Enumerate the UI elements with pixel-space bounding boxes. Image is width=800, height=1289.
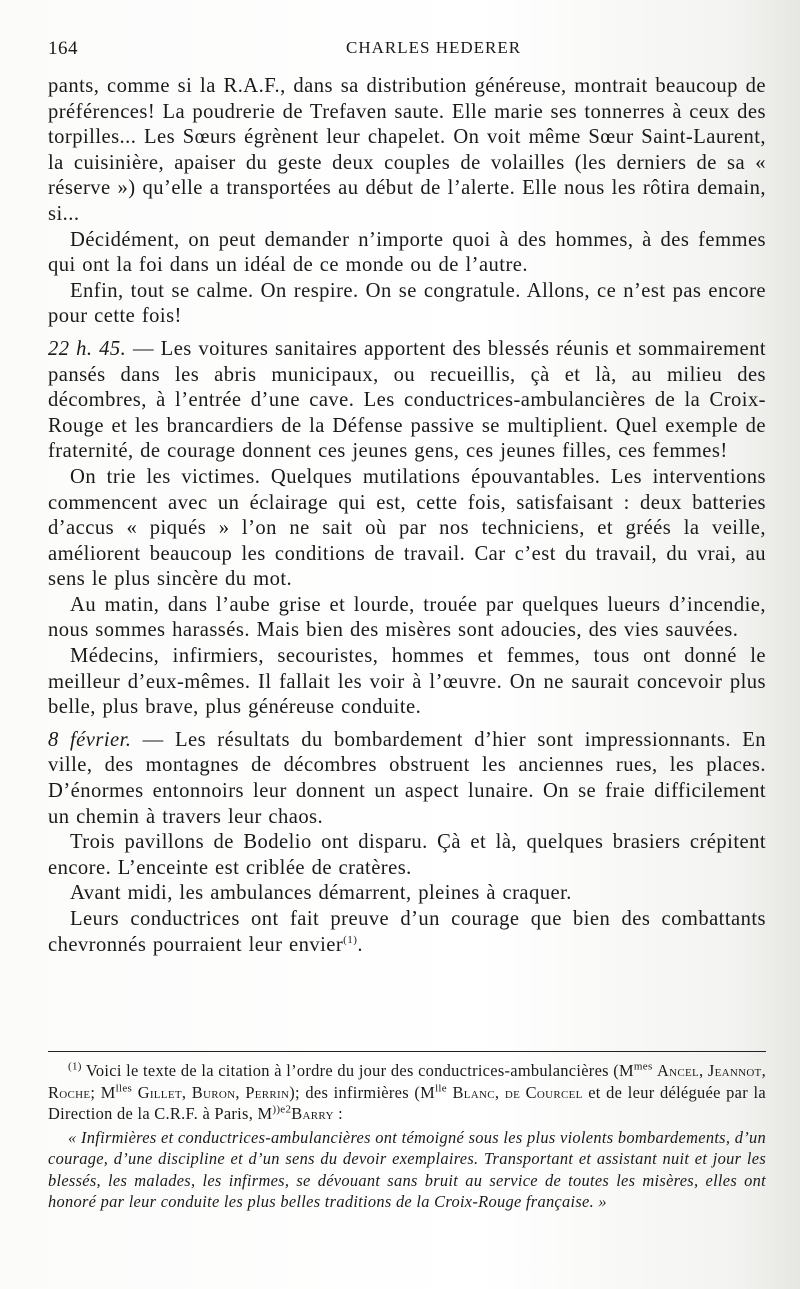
footnote-marker: (1) — [68, 1060, 82, 1073]
paragraph: Médecins, infirmiers, secouristes, hommes et femmes, tous ont donné le meilleur d’eux-mêmes. Il fallait les voir à l’œuvre. On ne saurait concevoir plus belle, plus brave, plus généreuse conduite. — [48, 645, 766, 719]
entry-date: 22 h. 45. — [48, 337, 127, 360]
entry-date: 8 février. — [48, 728, 132, 751]
names: Gillet, Buron, Perrin — [137, 1082, 290, 1102]
paragraph: pants, comme si la R.A.F., dans sa distribution généreuse, montrait beaucoup de préférences! La poudrerie de Trefaven saute. Elle marie ses tonnerres à ceux des torpilles... Les Sœurs égrènent leur chapelet. On voit même Sœur Saint-Laurent, la cuisinière, apaiser du geste deux couples de volailles (les derniers de sa « réserve ») qu’elle a transportées au début de l’alerte. Elle nous les rôtira demain, si... — [48, 75, 766, 225]
paragraph: Décidément, on peut demander n’importe quoi à des hommes, à des femmes qui ont la foi dans un idéal de ce monde ou de l’autre. — [48, 228, 766, 277]
paragraph: Enfin, tout se calme. On respire. On se congratule. Allons, ce n’est pas encore pour cette fois! — [48, 279, 766, 328]
footnote-text: $^{(1)}$ Voici le texte de la citation à l’ordre du jour des conductrices-ambulancières ($M^{mes}$ Ancel, Jeannot, Roche; $M^{lles}$ Gillet, Buron, Perrin); des infirmières ($M^{lle}$ Blanc, de Courcel et de leur déléguée par la Direction de la C.R.F. à Paris, $M^{))e2}Barry$ : — [48, 1060, 766, 1123]
names: Barry — [291, 1104, 334, 1123]
footnote — [48, 1060, 766, 1213]
footnote-reference[interactable]: (1) — [343, 933, 358, 946]
paragraph: Avant midi, les ambulances démarrent, pleines à craquer. — [70, 882, 572, 905]
dated-entry: 8 février. — Les résultats du bombardement d’hier sont impressionnants. En ville, des montagnes de décombres obstruent les anciennes rues, les places. D’énormes entonnoirs leur donnent un aspect lunaire. On se fraie difficilement un chemin à travers leur chaos. — [48, 728, 766, 828]
paragraph: On trie les victimes. Quelques mutilations épouvantables. Les interventions commencent avec un éclairage qui est, cette fois, satisfaisant : deux batteries d’accus « piqués » l’on ne sait où par nos techniciens, et gréés la veille, améliorent beaucoup les conditions de travail. Car c’est du travail, du vrai, au sens le plus sincère du mot. — [48, 465, 766, 591]
page-number: 164 — [48, 38, 78, 59]
paragraph: Au matin, dans l’aube grise et lourde, trouée par quelques lueurs d’incendie, nous sommes harassés. Mais bien des misères sont adoucies, des vies sauvées. — [48, 593, 766, 642]
body-text — [48, 74, 766, 958]
footnote-divider — [48, 1051, 766, 1052]
citation-quote: « Infirmières et conductrices-ambulancières ont témoigné sous les plus violents bombardements, d’un courage, d’une discipline et d’un sens du devoir exemplaires. Transportant et assistant nuit et jour les blessés, les malades, les infirmes, se dévouant sans bruit au service de toutes les misères, elles ont honoré par leur conduite les plus belles traditions de la Croix-Rouge française. » — [48, 1127, 766, 1211]
dated-entry: 22 h. 45. — Les voitures sanitaires apportent des blessés réunis et sommairement pansés dans les abris municipaux, ou recueillis, çà et là, au milieu des décombres, à l’entrée d’une cave. Les conductrices-ambulancières de la Croix-Rouge et les brancardiers de la Défense passive se multiplient. Quel exemple de fraternité, de courage donnent ces jeunes gens, ces jeunes filles, ces femmes! — [48, 337, 766, 463]
paragraph: Trois pavillons de Bodelio ont disparu. Çà et là, quelques brasiers crépitent encore. L’enceinte est criblée de cratères. — [48, 831, 766, 879]
running-head: CHARLES HEDERER — [346, 38, 522, 57]
page-header — [48, 38, 768, 64]
names: Ancel, Jeannot, Roche — [48, 1061, 766, 1102]
names: Blanc, de Courcel — [452, 1082, 583, 1102]
paragraph: Leurs conductrices ont fait preuve d’un courage que bien des combattants chevronnés pourraient leur envier$^{(1)}$. — [48, 908, 766, 956]
